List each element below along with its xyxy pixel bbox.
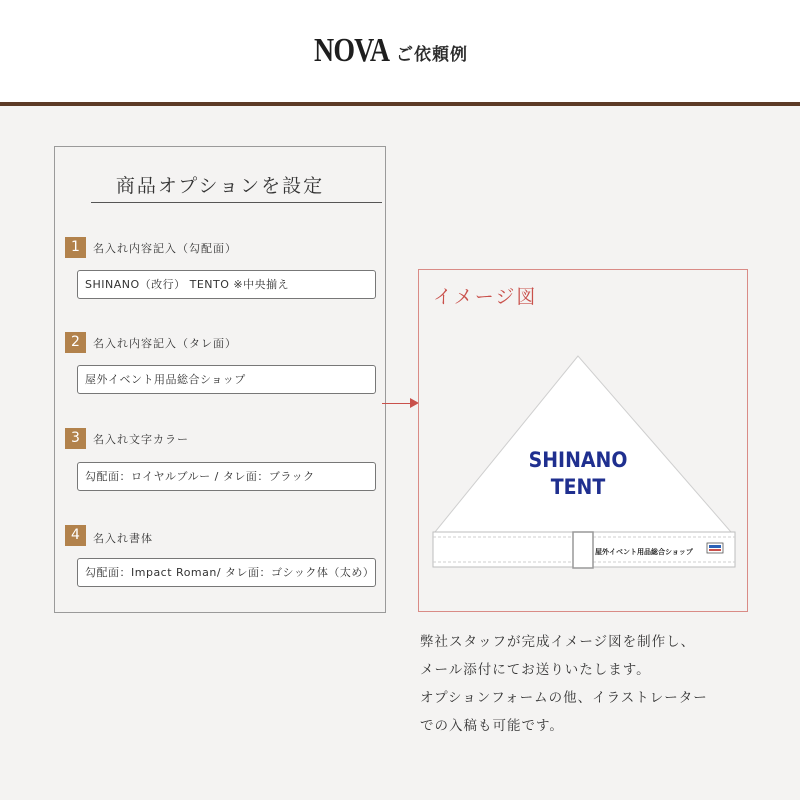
- brand-logo: NOVA: [314, 32, 390, 69]
- description-line: での入稿も可能です。: [420, 718, 564, 734]
- option-number-badge: 2: [65, 332, 86, 353]
- image-panel-title: イメージ図: [433, 286, 538, 308]
- image-panel: [418, 269, 748, 612]
- option-label: 名入れ内容記入（勾配面）: [93, 242, 237, 255]
- description-line: オプションフォームの他、イラストレーター: [420, 690, 708, 706]
- tent-pole-sleeve: [573, 532, 593, 568]
- description-line: 弊社スタッフが完成イメージ図を制作し、: [420, 634, 696, 650]
- option-value-field[interactable]: 勾配面：Impact Roman/ タレ面：ゴシック体（太め）: [77, 558, 376, 587]
- tent-text-line1: SHINANO: [528, 448, 628, 472]
- option-value-field[interactable]: 屋外イベント用品総合ショップ: [77, 365, 376, 394]
- option-label: 名入れ文字カラー: [93, 433, 189, 446]
- options-panel: [54, 146, 386, 613]
- options-panel-title: 商品オプションを設定: [115, 175, 325, 197]
- title-divider: [91, 202, 382, 203]
- option-value-field[interactable]: SHINANO（改行） TENTO ※中央揃え: [77, 270, 376, 299]
- option-number-badge: 1: [65, 237, 86, 258]
- shop-logo-icon: [707, 543, 723, 553]
- description: [420, 628, 795, 740]
- arrow-line: [382, 403, 412, 404]
- header-subtitle: ご依頼例: [396, 45, 468, 65]
- option-number-badge: 3: [65, 428, 86, 449]
- tent-roof: [435, 356, 731, 532]
- option-label: 名入れ内容記入（タレ面）: [93, 337, 237, 350]
- description-line: メール添付にてお送りいたします。: [420, 662, 651, 678]
- tent-illustration: [419, 270, 749, 613]
- tent-text-line2: TENT: [550, 475, 606, 499]
- valance-text: 屋外イベント用品総合ショップ: [595, 548, 693, 556]
- header: [0, 0, 800, 106]
- option-label: 名入れ書体: [93, 532, 153, 545]
- option-number-badge: 4: [65, 525, 86, 546]
- option-value-field[interactable]: 勾配面：ロイヤルブルー / タレ面：ブラック: [77, 462, 376, 491]
